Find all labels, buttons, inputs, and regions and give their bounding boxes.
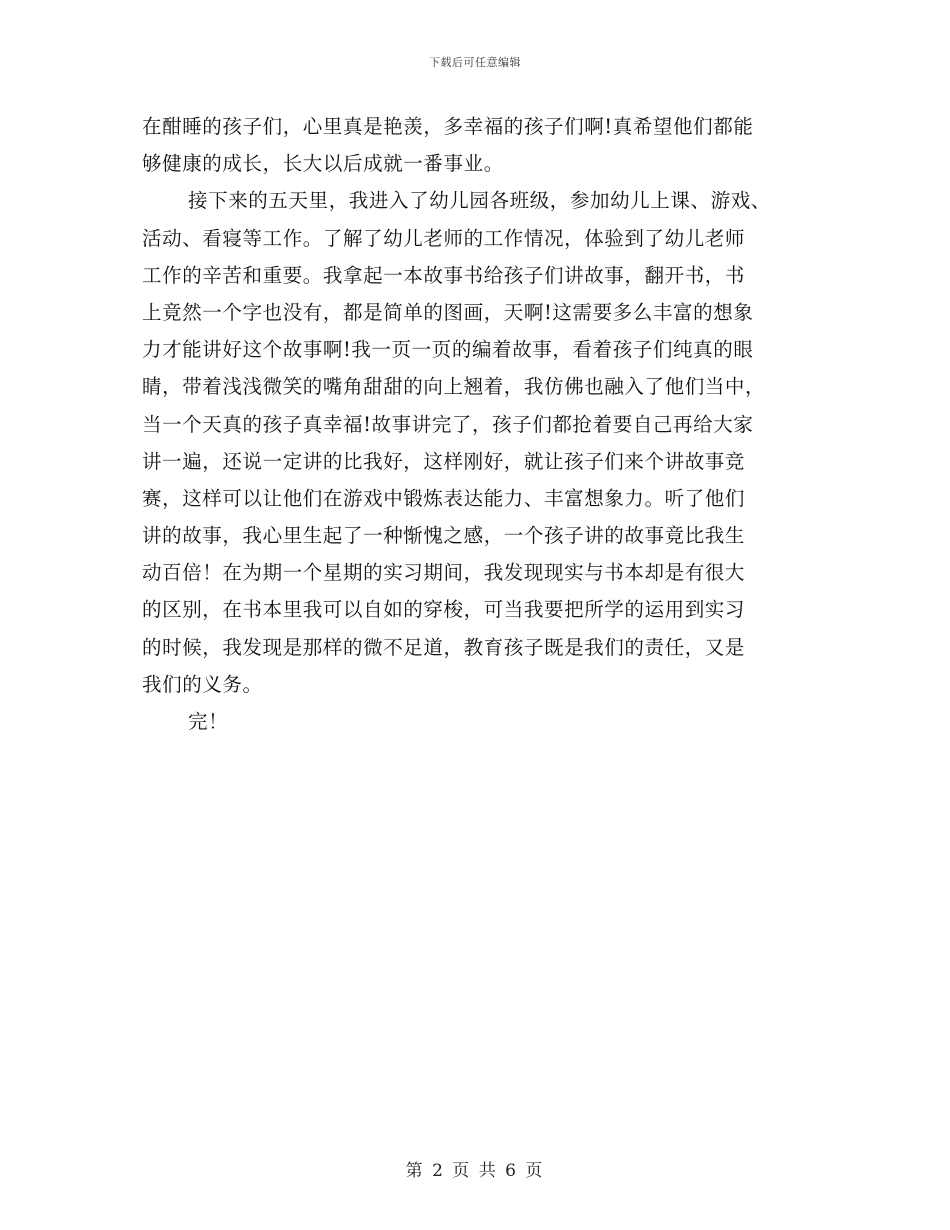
page-header: 下载后可任意编辑 [429, 56, 521, 69]
text-line: 当一个天真的孩子真幸福!故事讲完了，孩子们都抢着要自己再给大家 [142, 412, 754, 436]
text-line: 讲的故事，我心里生起了一种惭愧之感，一个孩子讲的故事竟比我生 [142, 524, 746, 548]
text-line: 动百倍！在为期一个星期的实习期间，我发现现实与书本却是有很大 [142, 561, 746, 585]
text-line: 工作的辛苦和重要。我拿起一本故事书给孩子们讲故事，翻开书，书 [142, 263, 746, 287]
text-line: 讲一遍，还说一定讲的比我好，这样刚好，就让孩子们来个讲故事竞 [142, 449, 746, 473]
text-line: 力才能讲好这个故事啊!我一页一页的编着故事，看着孩子们纯真的眼 [142, 338, 754, 362]
text-line: 睛，带着浅浅微笑的嘴角甜甜的向上翘着，我仿佛也融入了他们当中， [142, 375, 766, 399]
text-line: 我们的义务。 [142, 672, 263, 696]
paragraph-start-line: 接下来的五天里，我进入了幼儿园各班级，参加幼儿上课、游戏、 [188, 189, 771, 213]
text-line: 活动、看寝等工作。了解了幼儿老师的工作情况，体验到了幼儿老师 [142, 226, 746, 250]
document-body [142, 112, 812, 744]
text-line: 在酣睡的孩子们，心里真是艳羡，多幸福的孩子们啊!真希望他们都能 [142, 115, 754, 138]
page-number: 第 2 页 共 6 页 [405, 1161, 545, 1181]
text-line: 上竟然一个字也没有，都是简单的图画，天啊!这需要多么丰富的想象 [142, 300, 754, 324]
text-line: 的时候，我发现是那样的微不足道，教育孩子既是我们的责任，又是 [142, 635, 746, 659]
text-line: 赛，这样可以让他们在游戏中锻炼表达能力、丰富想象力。听了他们 [142, 486, 746, 510]
closing-line: 完！ [188, 710, 229, 733]
text-line: 的区别，在书本里我可以自如的穿梭，可当我要把所学的运用到实习 [142, 598, 746, 622]
text-line: 够健康的成长，长大以后成就一番事业。 [142, 152, 504, 176]
